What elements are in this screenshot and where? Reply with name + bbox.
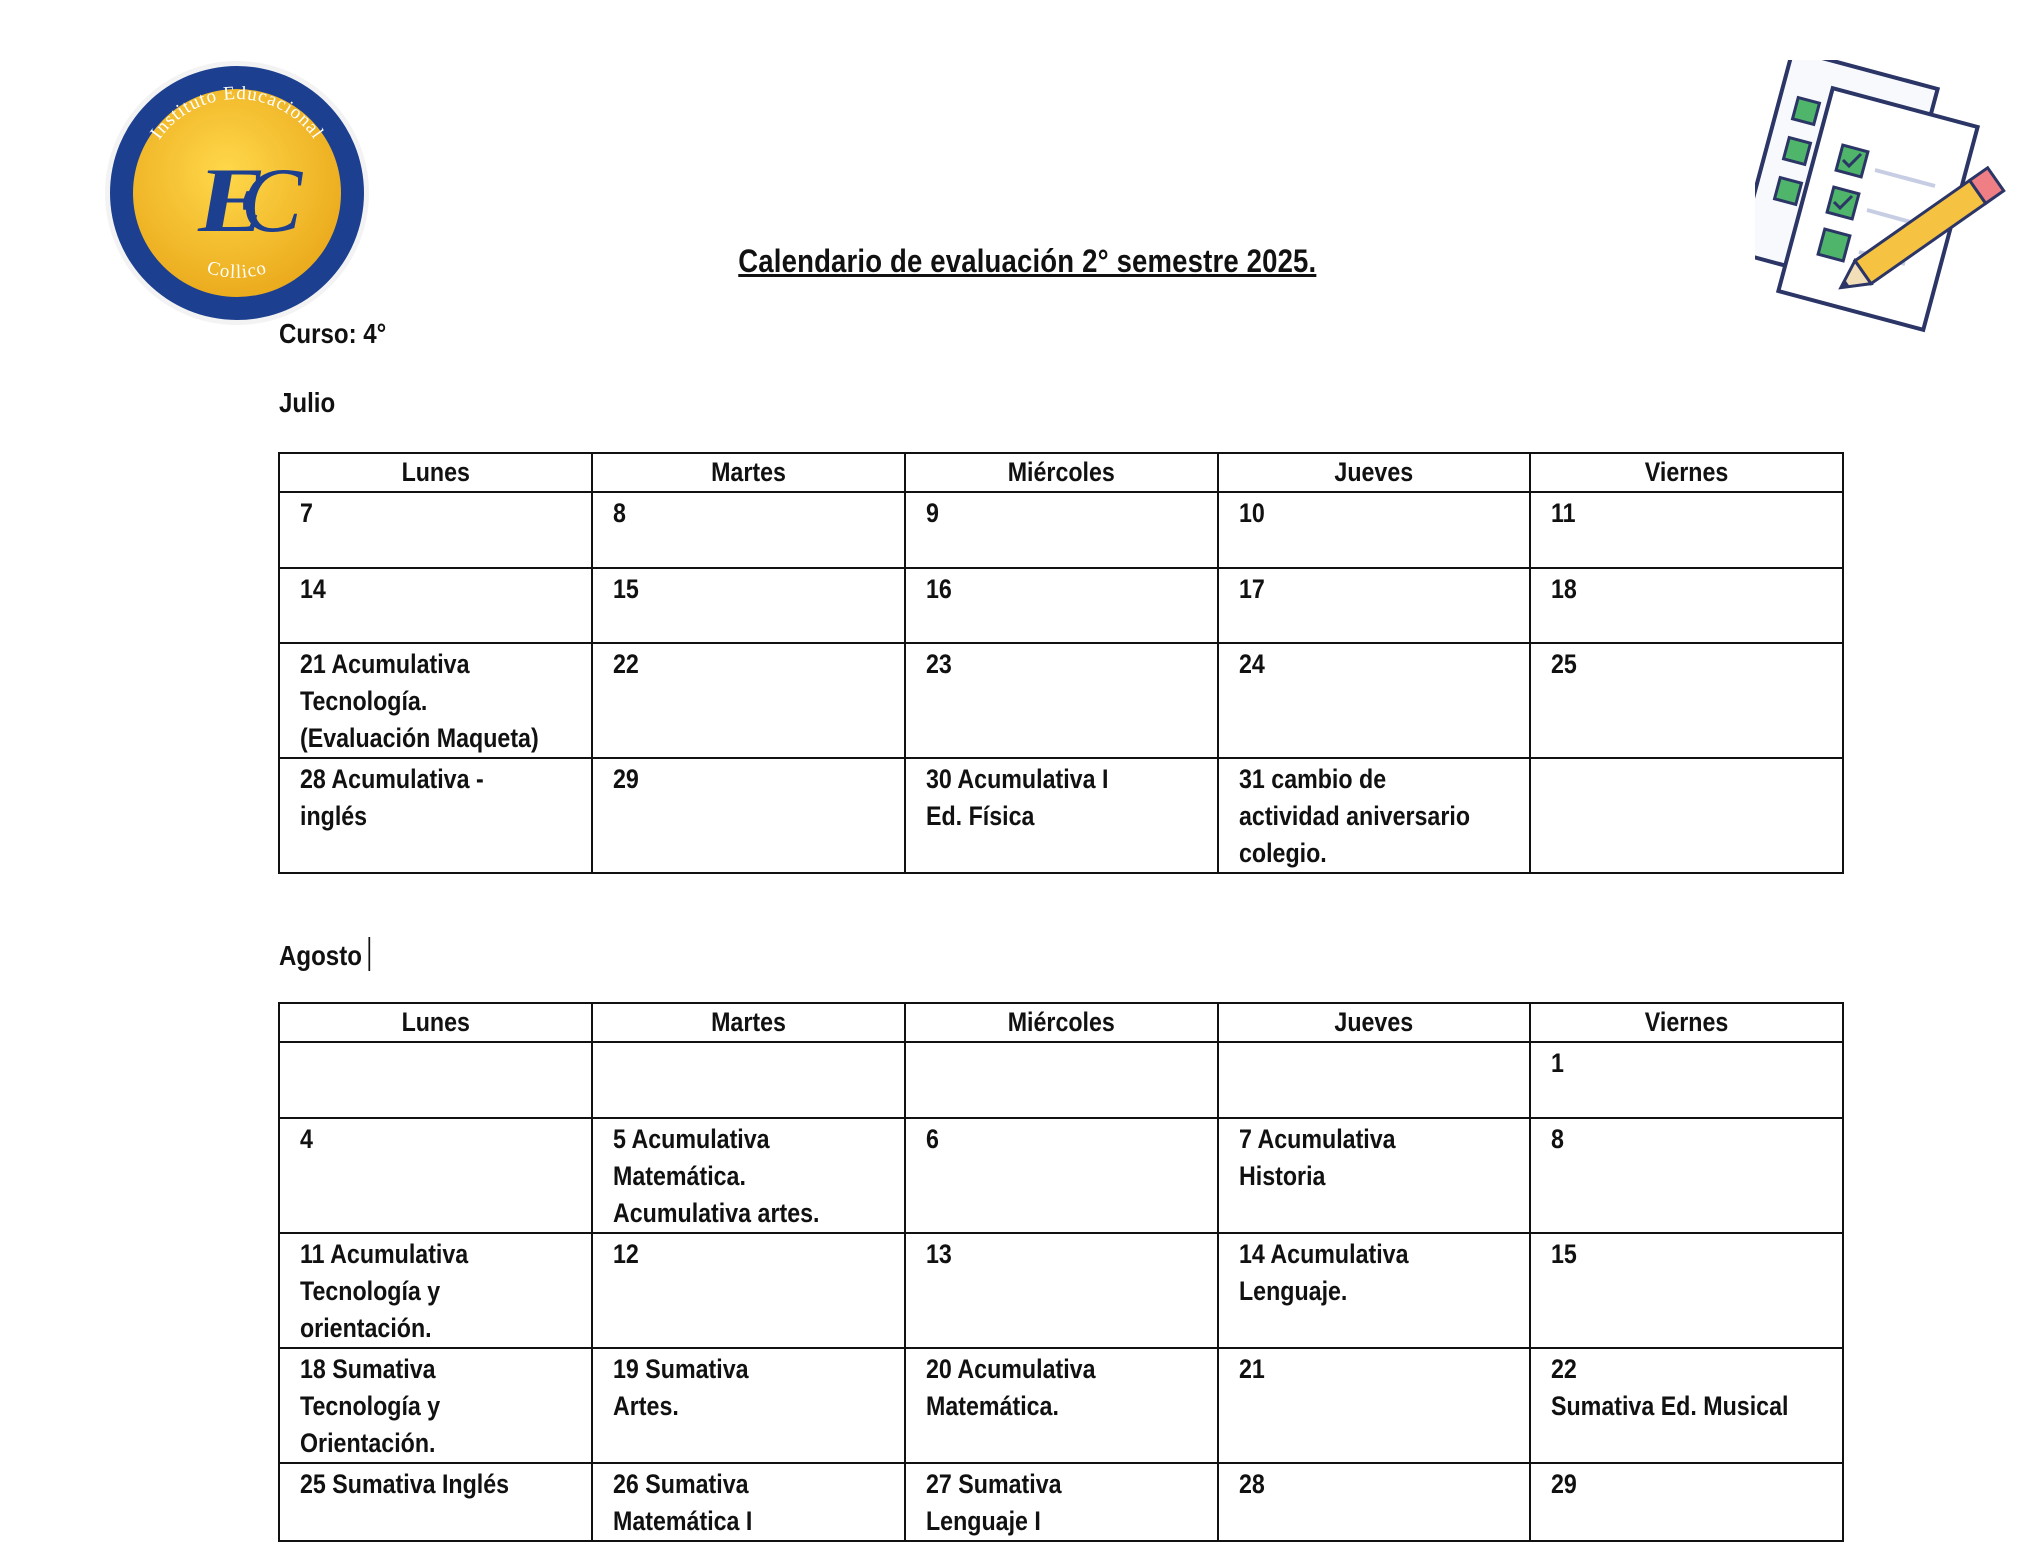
week-row (279, 758, 1843, 873)
day-cell: 11 (1530, 492, 1843, 568)
weekday-header: Martes (592, 453, 905, 492)
school-logo (103, 59, 371, 327)
day-cell: 31 cambio de actividad aniversario colegio. (1218, 758, 1530, 873)
month-label-agosto: Agosto (279, 937, 371, 972)
checklist-pencil-icon (1755, 60, 2025, 350)
day-cell: 11 Acumulativa Tecnología y orientación. (279, 1233, 592, 1348)
text-cursor (369, 937, 371, 971)
weekday-header: Miércoles (905, 1003, 1218, 1042)
day-cell: 5 Acumulativa Matemática. Acumulativa artes. (592, 1118, 905, 1233)
day-cell: 14 Acumulativa Lenguaje. (1218, 1233, 1530, 1348)
week-row (279, 1463, 1843, 1541)
day-cell: 26 Sumativa Matemática I (592, 1463, 905, 1541)
day-cell: 14 (279, 568, 592, 643)
day-cell: 21 (1218, 1348, 1530, 1463)
logo-arc-top: Instituto Educacional (146, 82, 328, 144)
day-cell: 29 (592, 758, 905, 873)
day-cell: 19 Sumativa Artes. (592, 1348, 905, 1463)
day-cell: 18 (1530, 568, 1843, 643)
weekday-header: Jueves (1218, 1003, 1530, 1042)
week-row (279, 1233, 1843, 1348)
day-cell: 21 Acumulativa Tecnología. (Evaluación Maqueta) (279, 643, 592, 758)
day-cell (1218, 1042, 1530, 1118)
day-cell: 18 Sumativa Tecnología y Orientación. (279, 1348, 592, 1463)
day-cell: 12 (592, 1233, 905, 1348)
day-cell: 1 (1530, 1042, 1843, 1118)
week-row (279, 568, 1843, 643)
day-cell: 22 (592, 643, 905, 758)
day-cell: 16 (905, 568, 1218, 643)
day-cell: 28 Acumulativa - inglés (279, 758, 592, 873)
day-cell: 6 (905, 1118, 1218, 1233)
page-title: Calendario de evaluación 2° semestre 2025. (738, 243, 1317, 279)
day-cell: 24 (1218, 643, 1530, 758)
week-row (279, 643, 1843, 758)
day-cell: 4 (279, 1118, 592, 1233)
day-cell: 15 (1530, 1233, 1843, 1348)
day-cell: 9 (905, 492, 1218, 568)
day-cell: 30 Acumulativa I Ed. Física (905, 758, 1218, 873)
day-cell: 13 (905, 1233, 1218, 1348)
calendar-table-julio (278, 452, 1844, 874)
day-cell: 25 (1530, 643, 1843, 758)
weekday-header: Lunes (279, 453, 592, 492)
day-cell: 8 (592, 492, 905, 568)
day-cell: 20 Acumulativa Matemática. (905, 1348, 1218, 1463)
weekday-header: Martes (592, 1003, 905, 1042)
day-cell (279, 1042, 592, 1118)
weekday-header: Viernes (1530, 453, 1843, 492)
day-cell (1530, 758, 1843, 873)
day-cell: 8 (1530, 1118, 1843, 1233)
day-cell: 22 Sumativa Ed. Musical (1530, 1348, 1843, 1463)
weekday-header: Jueves (1218, 453, 1530, 492)
header-row (279, 453, 1843, 492)
week-row (279, 1118, 1843, 1233)
day-cell: 28 (1218, 1463, 1530, 1541)
weekday-header: Viernes (1530, 1003, 1843, 1042)
weekday-header: Lunes (279, 1003, 592, 1042)
day-cell: 7 (279, 492, 592, 568)
weekday-header: Miércoles (905, 453, 1218, 492)
day-cell (592, 1042, 905, 1118)
day-cell: 10 (1218, 492, 1530, 568)
day-cell: 17 (1218, 568, 1530, 643)
day-cell (905, 1042, 1218, 1118)
day-cell: 23 (905, 643, 1218, 758)
month-label-julio: Julio (279, 387, 336, 418)
logo-arc-bottom: Collico (204, 257, 270, 283)
logo-monogram: IEC (197, 149, 281, 251)
week-row (279, 1042, 1843, 1118)
week-row (279, 1348, 1843, 1463)
day-cell: 27 Sumativa Lenguaje I (905, 1463, 1218, 1541)
day-cell: 7 Acumulativa Historia (1218, 1118, 1530, 1233)
calendar-table-agosto (278, 1002, 1844, 1542)
day-cell: 25 Sumativa Inglés (279, 1463, 592, 1541)
course-label: Curso: 4° (279, 318, 387, 349)
week-row (279, 492, 1843, 568)
day-cell: 29 (1530, 1463, 1843, 1541)
header-row (279, 1003, 1843, 1042)
day-cell: 15 (592, 568, 905, 643)
